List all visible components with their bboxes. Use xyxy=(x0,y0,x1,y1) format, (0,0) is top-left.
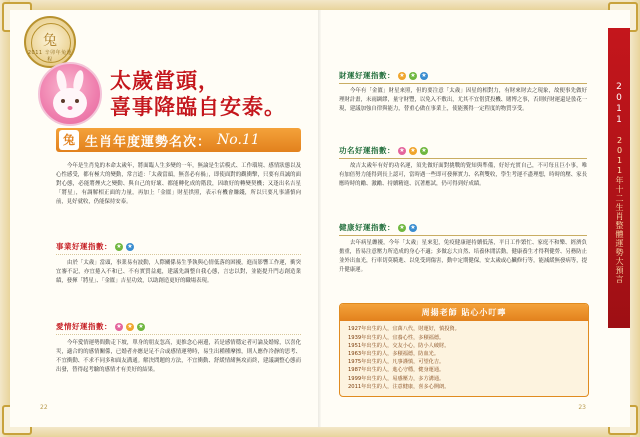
list-item: 1987年出生的人，進心守穩，健身運通。 xyxy=(348,367,445,374)
side-tab-label xyxy=(608,28,630,328)
rabbit-eye-left xyxy=(61,99,65,103)
rank-label: 生肖年度運勢名次： xyxy=(85,134,212,150)
frame-top-border xyxy=(0,0,640,10)
wealth-text: 今年有「金匱」財星來照，但的要注意「太歲」因星的相對力，有財來財去之現象，故便事先做好理財計畫，未雨綢繆，量守財豐，以免入不敷出，尤其不宜借貸投機、賭博之事，否則好財運還是曇花一現，建議加強自律與能力，替重心做在事業上，使能獲得一定程度的物質享受。 xyxy=(339,88,587,112)
list-item: 1927年出生的人，宜萬八代，財運好，慎投資。 xyxy=(348,326,460,333)
fame-label: 功名好運指數： xyxy=(339,146,395,155)
frame-left-border xyxy=(0,0,10,437)
star-icon: ★ xyxy=(116,322,122,330)
seal-logo-icon xyxy=(24,16,76,68)
page-title-line-1: 太歲當頭， xyxy=(110,68,220,93)
list-item: 1951年出生的人，交友小心，防小人破財。 xyxy=(348,342,450,349)
list-item: 1939年出生的人，宜養心性，多積福德。 xyxy=(348,334,445,341)
star-icon: ★ xyxy=(410,71,416,79)
star-icon: ★ xyxy=(399,71,405,79)
star-icon: ★ xyxy=(127,242,133,250)
career-text: 由於「太歲」當頭，事業易有波動，人際關係易生爭執與心情低落的困擾，進而影響工作運，衝突宜審不記，亦宜捲入不和已、不有實質益處，建議先調整自我心態，言忠以對，並能提升門志創造業績，發揮「將星」、「金匱」吉星功效，以助創造更好的職場表現。 xyxy=(56,260,301,284)
rank-number: No.11 xyxy=(217,132,260,148)
zodiac-chip-icon: 兔 xyxy=(59,130,79,150)
left-intro-paragraph xyxy=(56,162,301,213)
love-label: 愛情好運指數： xyxy=(56,322,112,331)
love-section xyxy=(56,322,301,381)
tip-box-title: 周揚老師 貼心小叮嚀 xyxy=(340,304,588,321)
career-label: 事業好運指數： xyxy=(56,242,112,251)
list-item: 1963年出生的人，多積福德，防血光。 xyxy=(348,350,440,357)
list-item: 1999年出生的人，易感壓力，多方溝通。 xyxy=(348,375,445,382)
frame-bottom-border xyxy=(0,427,640,437)
wealth-section xyxy=(339,70,587,120)
health-text: 去年病星纏擾，今年「太歲」星來犯，免疫健康運持續低落，平日工作繁忙、家庭不和樂、經濟負擔重，皆易注意壓力所造成的身心不適；多做忘大自然、培養休閒活動，健康養生才得利健勞、另務防止並外出血光，行車切莫騎進、以免受到傷害，動中定期健保，安太歲或心臟修行等，能減緩無發病等，提升健康運。 xyxy=(339,240,587,273)
star-icon: ★ xyxy=(410,223,416,231)
rabbit-nose xyxy=(68,106,73,110)
frame-right-border xyxy=(630,0,640,437)
tip-list xyxy=(348,325,580,391)
love-section-heading xyxy=(56,322,301,331)
zodiac-rank-banner xyxy=(56,128,301,152)
right-page xyxy=(321,10,620,427)
rabbit-illustration-icon xyxy=(38,62,102,126)
wealth-section-heading xyxy=(339,70,587,84)
tip-box xyxy=(339,303,589,397)
star-icon: ★ xyxy=(399,223,405,231)
star-icon: ★ xyxy=(399,146,405,154)
rabbit-face xyxy=(53,88,87,118)
health-section-heading xyxy=(339,222,587,236)
career-section-heading xyxy=(56,242,301,251)
page-number-left: 22 xyxy=(40,404,48,411)
love-divider xyxy=(56,334,301,335)
fame-section-heading xyxy=(339,145,587,159)
list-item: 1975年出生的人，凡事謹慎，可望化吉。 xyxy=(348,359,445,366)
side-tab-number: 2011 xyxy=(614,82,624,126)
seal-caption: 2011 辛卯年兔運程 xyxy=(27,50,73,63)
health-label: 健康好運指數： xyxy=(339,223,395,232)
list-item: 2011年出生的人，注意健康，喜多心開朗。 xyxy=(348,383,450,390)
wealth-label: 財運好運指數： xyxy=(339,71,395,80)
intro-text: 今年是生肖兔的本命太歲年，將面臨人生多變的一年，無論是生活模式、工作環境、感情狀態以及心性感受，都有極大的變動，常言道：「太歲當頭，無喜必有禍」，即使面對的觀衝擊，只要有真誠的面對心態，必能將煙火之變動、與自己的好壞、都能轉化成的階段，因敢好的轉變契機；又逢出名吉星「將星」，有調解相正面的力量，再加上「金匱」財星拱照，表示有機會賺錢，所以只要凡事謹慎向前，見好就收，仍能保持安泰。 xyxy=(56,163,301,205)
page-title-line-2: 喜事降臨自安泰。 xyxy=(110,94,286,119)
seal-zodiac-glyph: 兔 xyxy=(43,33,57,49)
star-icon: ★ xyxy=(116,242,122,250)
health-section xyxy=(339,222,587,281)
rabbit-eye-right xyxy=(75,99,79,103)
star-icon: ★ xyxy=(138,322,144,330)
side-tab-text: 2011年十二生肖整體運勢大預言 xyxy=(615,136,624,284)
career-section xyxy=(56,242,301,292)
star-icon: ★ xyxy=(127,322,133,330)
fame-section xyxy=(339,145,587,195)
page-title xyxy=(110,68,286,120)
star-icon: ★ xyxy=(410,146,416,154)
left-page xyxy=(10,10,318,427)
star-icon: ★ xyxy=(421,146,427,154)
star-icon: ★ xyxy=(421,71,427,79)
page-number-right: 23 xyxy=(578,404,586,411)
career-divider xyxy=(56,254,301,255)
fame-text: 故吉太歲年有好的功名運，須先做好面對挑戰的覺知與準備，好好充實自己，不可每且巨小事，唯有加倍努力能得到長上認可，當時遇一些即可發揮實力、名利雙收，學生考運不盡理想，時時的壓、家長應時時的勵、激勵、持續精進、沉著應試，仍可得到好成績。 xyxy=(339,163,587,187)
love-text: 今年愛情運勢間動走下坡，單身的朋友忽高，更推念心兩邊，若是感情穩定者可論及婚嫁，以喜化災，適合的的感情關係，已婚者亦應是足不合或感情運勢時，易生出種種摩擦，則人應作冷靜的思考、不宜衝動、不求不同多和面友溝通。解決問題的方法，不宜衝動、舒緩情緒無攻而終，建議調整心態而出發，替得起考驗的感情才有美好的結果。 xyxy=(56,340,301,373)
